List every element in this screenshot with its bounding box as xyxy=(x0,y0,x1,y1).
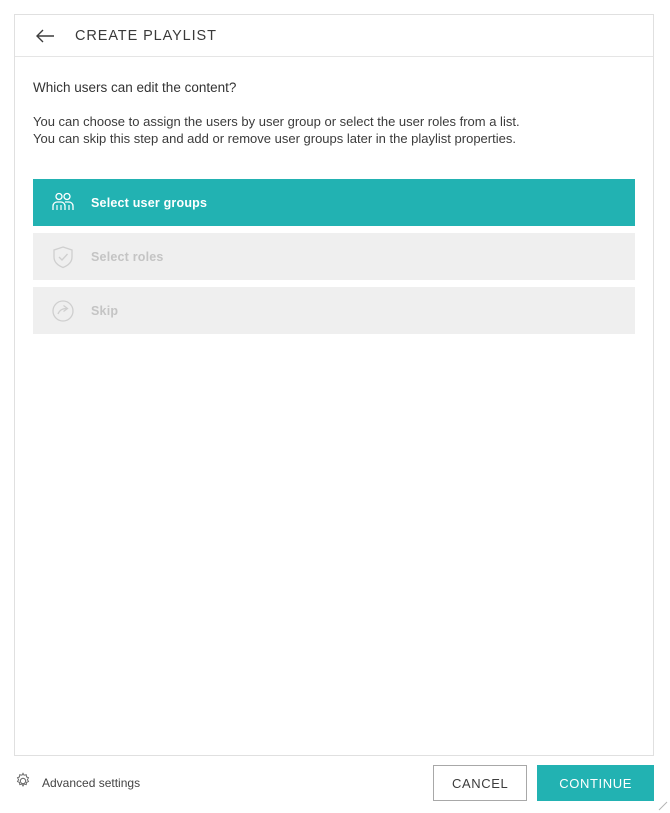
option-select-user-groups[interactable] xyxy=(33,179,635,226)
question-text: Which users can edit the content? xyxy=(33,80,237,95)
resize-handle[interactable] xyxy=(658,801,668,811)
dialog-body xyxy=(15,57,653,755)
continue-button[interactable]: CONTINUE xyxy=(537,765,654,801)
description-text xyxy=(33,113,635,147)
option-select-roles[interactable] xyxy=(33,233,635,280)
description-line-1: You can choose to assign the users by user group or select the user roles from a list. xyxy=(33,114,520,129)
cancel-button[interactable]: CANCEL xyxy=(433,765,527,801)
arrow-left-icon[interactable] xyxy=(33,24,57,48)
options-list xyxy=(33,179,635,334)
users-group-icon xyxy=(45,185,81,221)
arrow-forward-circle-icon xyxy=(45,293,81,329)
page-title: CREATE PLAYLIST xyxy=(75,27,217,44)
option-label: Select user groups xyxy=(91,195,208,210)
gear-icon xyxy=(14,772,32,795)
option-label: Select roles xyxy=(91,249,164,264)
option-label: Skip xyxy=(91,303,119,318)
dialog-footer xyxy=(14,762,654,804)
option-skip[interactable] xyxy=(33,287,635,334)
create-playlist-dialog xyxy=(14,14,654,756)
advanced-settings-button[interactable] xyxy=(14,772,140,795)
advanced-settings-label: Advanced settings xyxy=(42,776,141,790)
description-line-2: You can skip this step and add or remove user groups later in the playlist properties. xyxy=(33,131,516,146)
shield-check-icon xyxy=(45,239,81,275)
dialog-header xyxy=(15,15,653,57)
